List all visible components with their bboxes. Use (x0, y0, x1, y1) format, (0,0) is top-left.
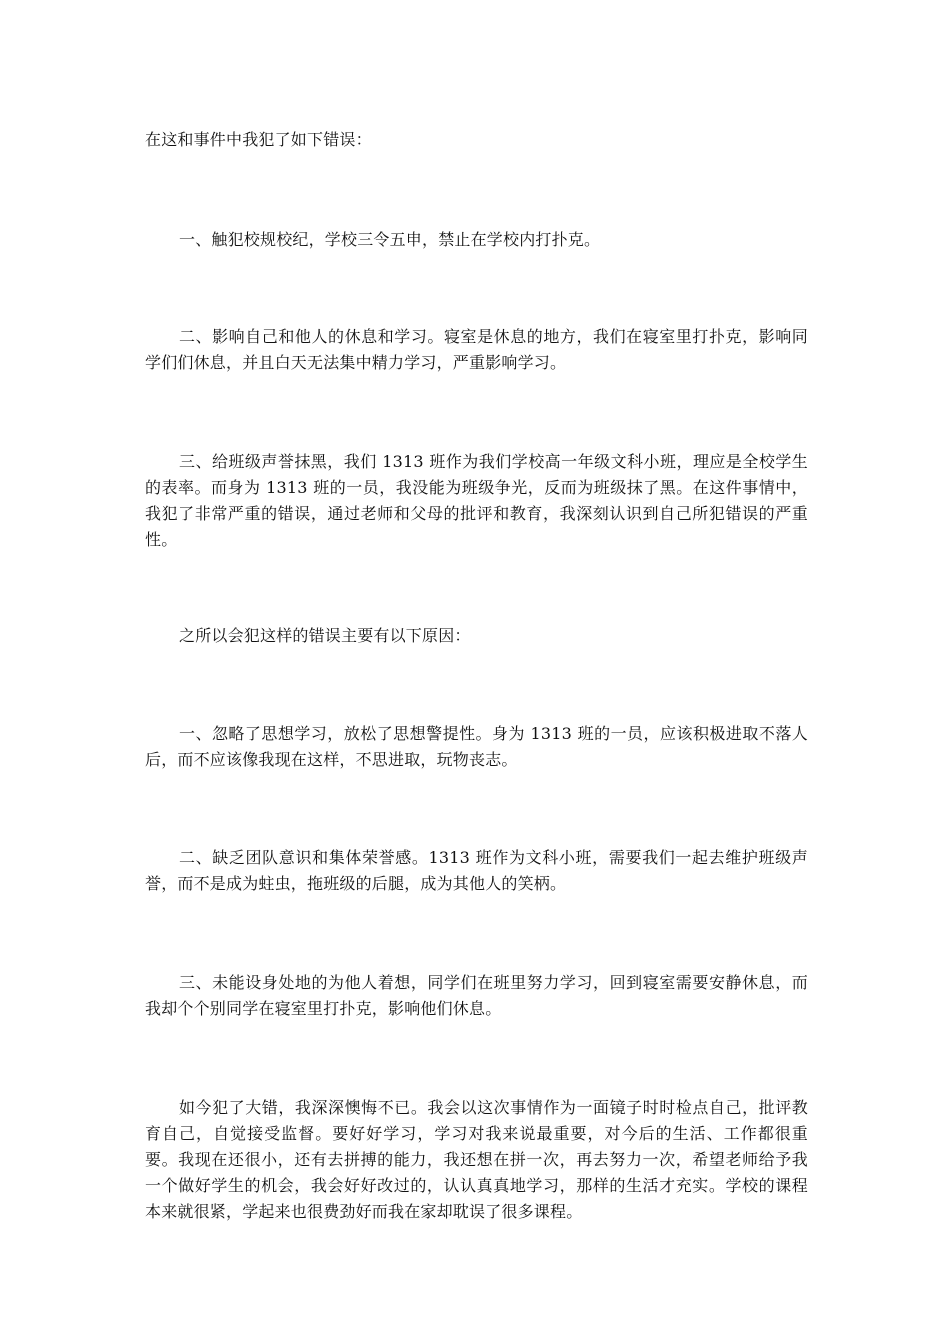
conclusion-paragraph: 如今犯了大错，我深深懊悔不已。我会以这次事情作为一面镜子时时检点自己，批评教育自己，自觉接受监督。要好好学习，学习对我来说最重要，对今后的生活、工作都很重要。我现在还很小，还有去拼搏的能力，我还想在拼一次，再去努力一次，希望老师给予我一个做好学生的机会，我会好好改过的，认认真真地学习，那样的生活才充实。学校的课程本来就很紧，学起来也很费劲好而我在家却耽误了很多课程。 (145, 1098, 808, 1221)
error-item-1-paragraph: 一、触犯校规校纪，学校三令五申，禁止在学校内打扑克。 (179, 230, 601, 249)
reasons-intro-paragraph: 之所以会犯这样的错误主要有以下原因： (179, 626, 471, 645)
intro-paragraph: 在这和事件中我犯了如下错误： (145, 130, 372, 149)
error-item-2-paragraph: 二、影响自己和他人的休息和学习。寝室是休息的地方，我们在寝室里打扑克，影响同学们们休息，并且白天无法集中精力学习，严重影响学习。 (145, 327, 808, 372)
error-item-3-paragraph: 三、给班级声誉抹黑，我们 1313 班作为我们学校高一年级文科小班，理应是全校学生的表率。而身为 1313 班的一员，我没能为班级争光，反而为班级抹了黑。在这件事情中，我犯了非常严重的错误，通过老师和父母的批评和教育，我深刻认识到自己所犯错误的严重性。 (145, 452, 808, 549)
reason-item-2-paragraph: 二、缺乏团队意识和集体荣誉感。1313 班作为文科小班，需要我们一起去维护班级声誉，而不是成为蛀虫，拖班级的后腿，成为其他人的笑柄。 (145, 848, 808, 893)
reason-item-1-paragraph: 一、忽略了思想学习，放松了思想警提性。身为 1313 班的一员，应该积极进取不落人后，而不应该像我现在这样，不思进取，玩物丧志。 (145, 724, 808, 769)
reason-item-3-paragraph: 三、未能设身处地的为他人着想，同学们在班里努力学习，回到寝室需要安静休息，而我却个个别同学在寝室里打扑克，影响他们休息。 (145, 973, 808, 1018)
